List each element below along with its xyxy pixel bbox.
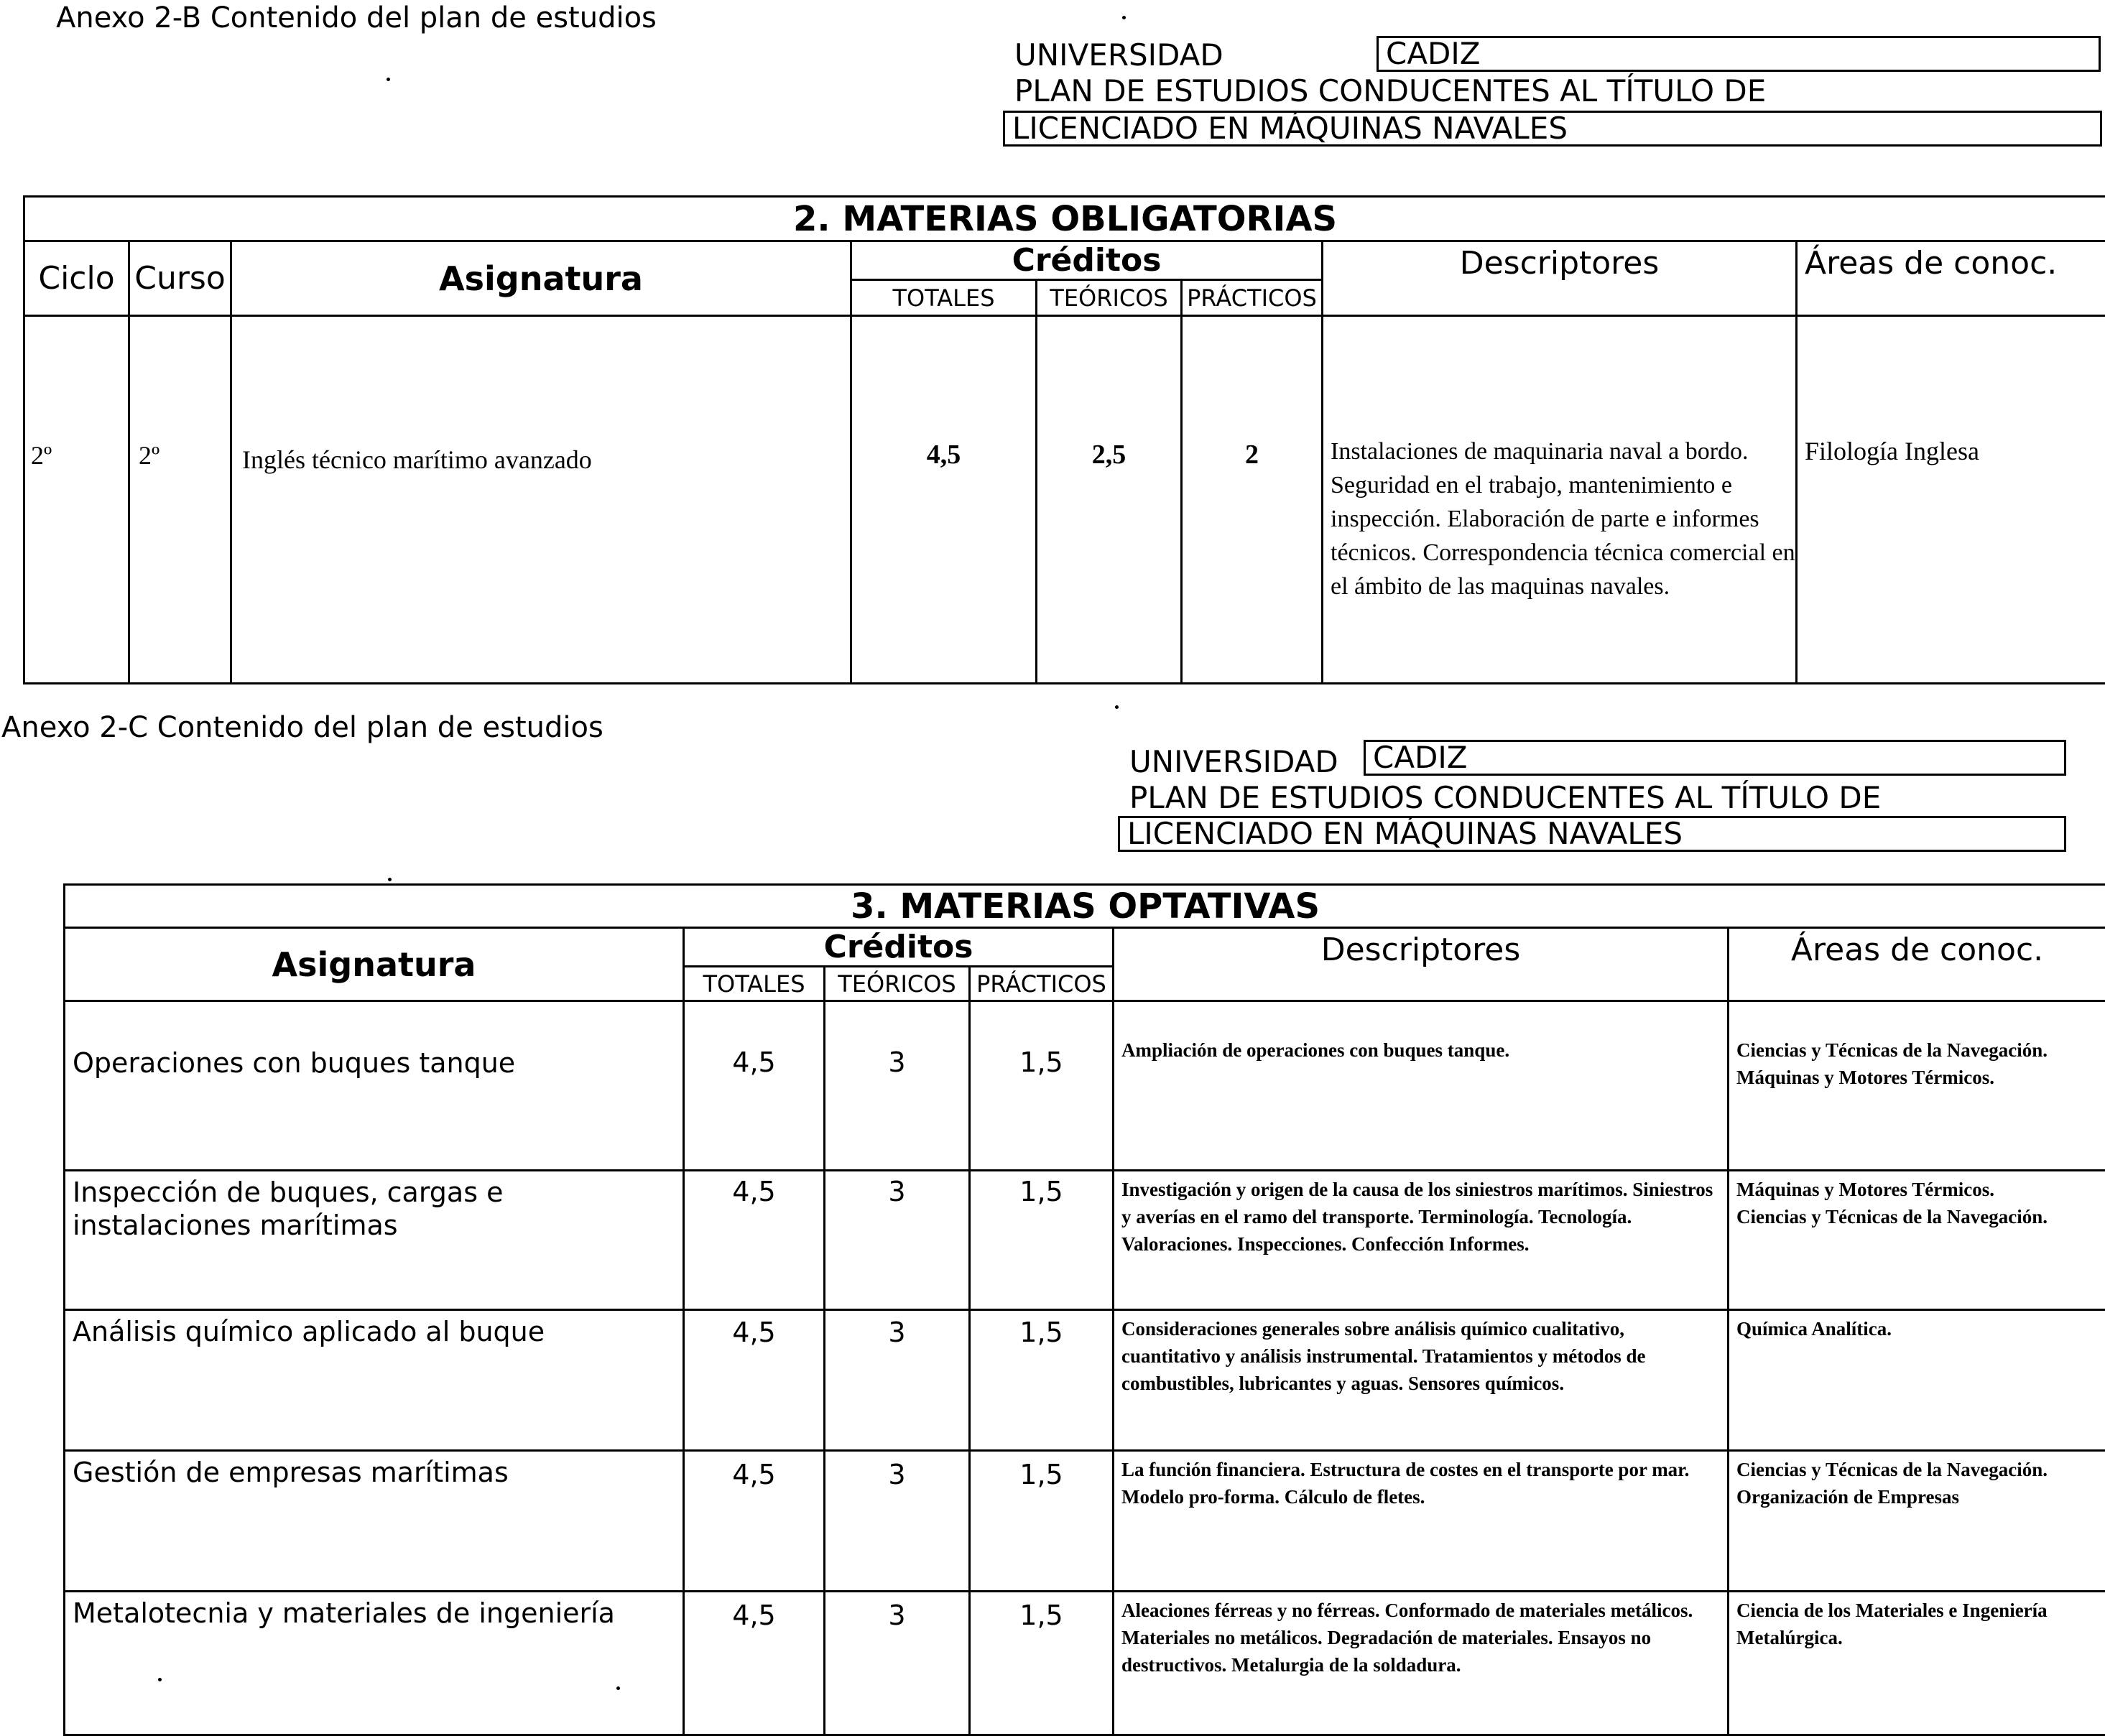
- table-row: [65, 1310, 2105, 1451]
- titulo-box: [1118, 816, 2066, 852]
- area-line: Máquinas y Motores Térmicos.: [1736, 1064, 2101, 1091]
- cell-practicos: 2: [1182, 316, 1323, 684]
- col-header-teoricos: TEÓRICOS: [825, 967, 970, 1001]
- table-title: 2. MATERIAS OBLIGATORIAS: [24, 197, 2105, 241]
- area-line: Ciencias y Técnicas de la Navegación.: [1736, 1203, 2101, 1230]
- speck: [158, 1678, 162, 1681]
- col-header-practicos: PRÁCTICOS: [970, 967, 1114, 1001]
- titulo-box: [1003, 111, 2102, 147]
- col-header-curso: Curso: [129, 241, 231, 316]
- table-row: [24, 316, 2105, 684]
- cell-totales: 4,5: [684, 1001, 825, 1171]
- cell-asignatura: Metalotecnia y materiales de ingeniería: [65, 1592, 684, 1735]
- anexo-2c-heading: Anexo 2-C Contenido del plan de estudios: [1, 711, 603, 744]
- cell-asignatura: Análisis químico aplicado al buque: [65, 1310, 684, 1451]
- plan-line: PLAN DE ESTUDIOS CONDUCENTES AL TÍTULO DE: [1129, 780, 1881, 815]
- universidad-value: CADIZ: [1373, 740, 1468, 775]
- cell-areas: [1729, 1310, 2105, 1451]
- cell-areas: [1729, 1171, 2105, 1310]
- universidad-value-box: [1364, 740, 2066, 776]
- speck: [388, 878, 392, 881]
- cell-teoricos: 3: [825, 1001, 970, 1171]
- speck: [1115, 705, 1119, 709]
- universidad-value-box: [1377, 36, 2101, 72]
- col-header-asignatura: Asignatura: [231, 241, 851, 316]
- cell-asignatura: Operaciones con buques tanque: [65, 1001, 684, 1171]
- table-title: 3. MATERIAS OPTATIVAS: [65, 885, 2105, 928]
- table-row: [65, 1001, 2105, 1171]
- area-line: Máquinas y Motores Térmicos.: [1736, 1176, 2101, 1203]
- cell-practicos: 1,5: [970, 1451, 1114, 1592]
- col-header-areas: Áreas de conoc.: [1729, 928, 2105, 1001]
- col-header-practicos: PRÁCTICOS: [1182, 280, 1323, 316]
- area-line: Ciencia de los Materiales e Ingeniería Metalúrgica.: [1736, 1597, 2101, 1651]
- cell-teoricos: 3: [825, 1310, 970, 1451]
- cell-descriptores: La función financiera. Estructura de costes en el transporte por mar. Modelo pro-forma. Cálculo de fletes.: [1114, 1451, 1729, 1592]
- cell-practicos: 1,5: [970, 1310, 1114, 1451]
- cell-descriptores: Instalaciones de maquinaria naval a bordo. Seguridad en el trabajo, mantenimiento e inspección. Elaboración de parte e informes técnicos. Correspondencia técnica comercial en el ámbito de las maquinas navales.: [1323, 316, 1797, 684]
- table-row: [65, 1451, 2105, 1592]
- cell-asignatura: Inspección de buques, cargas e instalaciones marítimas: [65, 1171, 684, 1310]
- cell-practicos: 1,5: [970, 1592, 1114, 1735]
- col-header-ciclo: Ciclo: [24, 241, 129, 316]
- cell-curso: 2º: [129, 316, 231, 684]
- cell-totales: 4,5: [684, 1592, 825, 1735]
- col-header-asignatura: Asignatura: [65, 928, 684, 1001]
- materias-obligatorias-table: [23, 195, 2105, 684]
- cell-ciclo: 2º: [24, 316, 129, 684]
- area-line: Organización de Empresas: [1736, 1483, 2101, 1510]
- table-row: [65, 1592, 2105, 1735]
- cell-areas: [1729, 1451, 2105, 1592]
- cell-descriptores: Ampliación de operaciones con buques tanque.: [1114, 1001, 1729, 1171]
- cell-asignatura: Inglés técnico marítimo avanzado: [231, 316, 851, 684]
- cell-asignatura: Gestión de empresas marítimas: [65, 1451, 684, 1592]
- col-header-descriptores: Descriptores: [1323, 241, 1797, 316]
- universidad-label: UNIVERSIDAD: [1129, 744, 1338, 779]
- anexo-2b-heading: Anexo 2-B Contenido del plan de estudios: [56, 1, 657, 34]
- cell-descriptores: Aleaciones férreas y no férreas. Conformado de materiales metálicos. Materiales no metálicos. Degradación de materiales. Ensayos no destructivos. Metalurgia de la soldadura.: [1114, 1592, 1729, 1735]
- area-line: Química Analítica.: [1736, 1315, 2101, 1342]
- speck: [387, 78, 390, 81]
- titulo-value: LICENCIADO EN MÁQUINAS NAVALES: [1012, 111, 1568, 146]
- cell-totales: 4,5: [684, 1171, 825, 1310]
- table-row: [65, 1171, 2105, 1310]
- speck: [616, 1686, 620, 1690]
- col-header-totales: TOTALES: [684, 967, 825, 1001]
- area-line: Ciencias y Técnicas de la Navegación.: [1736, 1456, 2101, 1483]
- universidad-value: CADIZ: [1386, 36, 1481, 71]
- cell-teoricos: 3: [825, 1451, 970, 1592]
- col-header-creditos: Créditos: [851, 241, 1323, 280]
- cell-practicos: 1,5: [970, 1171, 1114, 1310]
- cell-practicos: 1,5: [970, 1001, 1114, 1171]
- cell-teoricos: 2,5: [1037, 316, 1182, 684]
- speck: [1122, 16, 1126, 19]
- cell-totales: 4,5: [684, 1451, 825, 1592]
- cell-totales: 4,5: [684, 1310, 825, 1451]
- col-header-creditos: Créditos: [684, 928, 1114, 967]
- cell-areas: [1729, 1001, 2105, 1171]
- cell-totales: 4,5: [851, 316, 1037, 684]
- area-line: Ciencias y Técnicas de la Navegación.: [1736, 1036, 2101, 1064]
- cell-areas: [1729, 1592, 2105, 1735]
- cell-areas: Filología Inglesa: [1797, 316, 2105, 684]
- col-header-areas: Áreas de conoc.: [1797, 241, 2105, 316]
- cell-descriptores: Consideraciones generales sobre análisis químico cualitativo, cuantitativo y análisis instrumental. Tratamientos y métodos de combustibles, lubricantes y aguas. Sensores químicos.: [1114, 1310, 1729, 1451]
- materias-optativas-table: [63, 883, 2105, 1736]
- cell-teoricos: 3: [825, 1592, 970, 1735]
- col-header-descriptores: Descriptores: [1114, 928, 1729, 1001]
- col-header-teoricos: TEÓRICOS: [1037, 280, 1182, 316]
- cell-teoricos: 3: [825, 1171, 970, 1310]
- col-header-totales: TOTALES: [851, 280, 1037, 316]
- universidad-label: UNIVERSIDAD: [1014, 37, 1223, 73]
- titulo-value: LICENCIADO EN MÁQUINAS NAVALES: [1127, 816, 1683, 851]
- cell-descriptores: Investigación y origen de la causa de los siniestros marítimos. Siniestros y averías en el ramo del transporte. Terminología. Tecnología. Valoraciones. Inspecciones. Confección Informes.: [1114, 1171, 1729, 1310]
- plan-line: PLAN DE ESTUDIOS CONDUCENTES AL TÍTULO DE: [1014, 73, 1766, 108]
